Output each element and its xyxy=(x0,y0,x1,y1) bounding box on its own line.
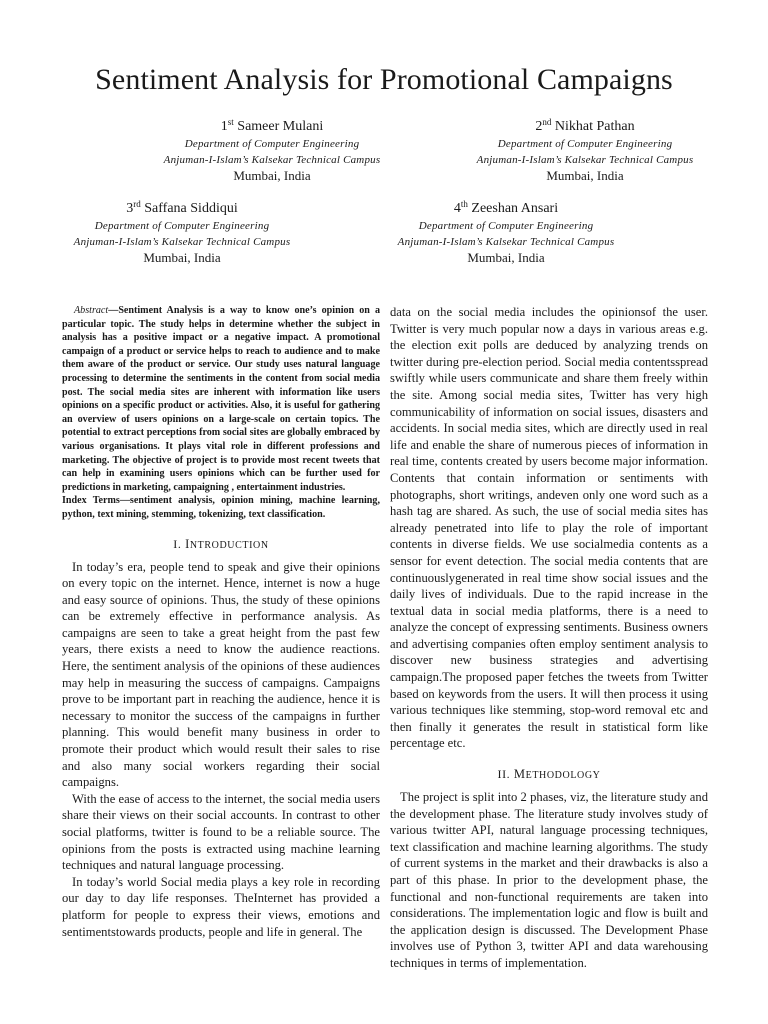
intro-paragraph-2: With the ease of access to the internet, the social media users share their views on their social accounts. In contrast to other social platforms, twitter is found to be a reliable source. The opinions from the posts is extracted using machine learning techniques and natural language processing. xyxy=(62,791,380,873)
author-name: 3rd Saffana Siddiqui xyxy=(126,199,238,216)
author-name: 4th Zeeshan Ansari xyxy=(453,199,559,216)
section-heading-methodology: II. METHODOLOGY xyxy=(497,767,601,782)
intro-paragraph-3-continued: data on the social media includes the opinionsof the user. Twitter is very much popular now a days in various areas e.g. the election exit polls are deduced by analyzing trends on twitter during pre-election period. Social media contentsspread swiftly while users communicate and share them freely within the site. Among social media sites, Twitter has very high communicability of information on social issues, disasters and accidents. In social media sites, which are directly used in real life and enable the share of numerous pieces of information in real time, contents created by users become major information. Contents that contain information or sentiments with photographs, short writings, andeven only one word such as a hash tag are shared. As such, the use of social media sites has already penetrated into life to play the role of important contents in diverse fields. We use socialmedia contents as a sensor for event detection. The social media contents that are continuouslygenerated in real time show social issues and the daily lives of individuals. Due to the rapid increase in the textual data in social media platforms, there is a need to analyze the concept of expressing sentiments. Business owners and advertising companies often employ sentiment analysis to discover new business strategies and advertising campaign.The proposed paper fetches the tweets from Twitter based on keywords from the users. It will then process it using various techniques like stemming, stop-word removal etc and then finally it generates the result in statistical form like percentage etc. xyxy=(390,305,708,751)
intro-paragraph-3: In today’s world Social media plays a key role in recording our day to day life responses. TheInternet has provided a platform for people to express their views, emotions and sentimentstowards products, people and life in general. The xyxy=(62,874,380,939)
paper-title: Sentiment Analysis for Promotional Campaigns xyxy=(95,63,673,96)
index-terms-text: —sentiment analysis, opinion mining, machine learning, python, text mining, stemming, tokenizing, text classification. xyxy=(62,495,380,520)
author-block-1 xyxy=(102,118,442,184)
section-heading-introduction: I. INTRODUCTION xyxy=(173,536,269,551)
abstract-label: Abstract xyxy=(74,305,109,316)
abstract xyxy=(62,304,380,494)
author-department: Department of Computer Engineering xyxy=(184,138,360,150)
author-department: Department of Computer Engineering xyxy=(94,220,270,232)
author-block-3 xyxy=(12,200,352,266)
index-terms xyxy=(62,494,380,521)
author-city: Mumbai, India xyxy=(546,168,624,183)
author-name: 2nd Nikhat Pathan xyxy=(535,117,635,134)
author-department: Department of Computer Engineering xyxy=(418,220,594,232)
author-city: Mumbai, India xyxy=(467,250,545,265)
abstract-text: —Sentiment Analysis is a way to know one’s opinion on a particular topic. The study helps in determine whether the subject in analysis has a positive impact or a negative impact. A promotional campaign of a product or service helps to reach to audience and to make them aware of the product or service. Our study uses natural language processing to determine the sentiments in the content from social media post. The social media sites are inherent with information like users opinions on a specific product or activities. Also, it is useful for gathering an overview of users opinions on a large-scale on certain topics. The potential to extract perceptions from social sites are globally embraced by various organisations. It plays vital role in different professions and marketing. The objective of project is to provide most recent tweets that can help in examining users opinions which can be further used for predictions in marketing, campaigning , entertainment industries. xyxy=(62,305,380,493)
intro-paragraph-1: In today’s era, people tend to speak and give their opinions on every topic on the internet. Hence, internet is now a huge and easy source of opinions. Thus, the study of these opinions can be extremely effective in performance analysis. As campaigns are seen to take a great height from the past few years, there exists a need to know the audience reactions. Here, the sentiment analysis of the opinions of these audiences may help in measuring the success of campaigns. Campaigns prove to be important part in reaching the audience, hence it is necessary to monitor the success of the campaigns in further planning. This would benefit many business in order to promote their product which would result their sales to rise and also many social workers regarding their social campaigns. xyxy=(62,559,380,790)
author-city: Mumbai, India xyxy=(143,250,221,265)
left-column xyxy=(62,304,380,940)
author-institution: Anjuman-I-Islam’s Kalsekar Technical Campus xyxy=(163,154,381,166)
index-terms-label: Index Terms xyxy=(62,495,120,507)
author-block-4 xyxy=(336,200,676,266)
author-institution: Anjuman-I-Islam’s Kalsekar Technical Campus xyxy=(73,236,291,248)
author-institution: Anjuman-I-Islam’s Kalsekar Technical Campus xyxy=(476,154,694,166)
methodology-paragraph-1: The project is split into 2 phases, viz, the literature study and the development phase. The literature study involves study of various twitter API, natural language processing techniques, text classification and machine learning algorithms. The study of current systems in the market and their drawbacks is also a part of this phase. In prior to the development phase, the functional and non-functional requirements are taken into considerations. The implementation logic and flow is built and the application design is discussed. The Development Phase involves use of Python 3, twitter API and data warehousing techniques in terms of implementation. xyxy=(390,790,708,970)
author-institution: Anjuman-I-Islam’s Kalsekar Technical Campus xyxy=(397,236,615,248)
right-column xyxy=(390,304,708,972)
author-block-2 xyxy=(415,118,755,184)
author-name: 1st Sameer Mulani xyxy=(220,117,324,134)
author-city: Mumbai, India xyxy=(233,168,311,183)
author-department: Department of Computer Engineering xyxy=(497,138,673,150)
